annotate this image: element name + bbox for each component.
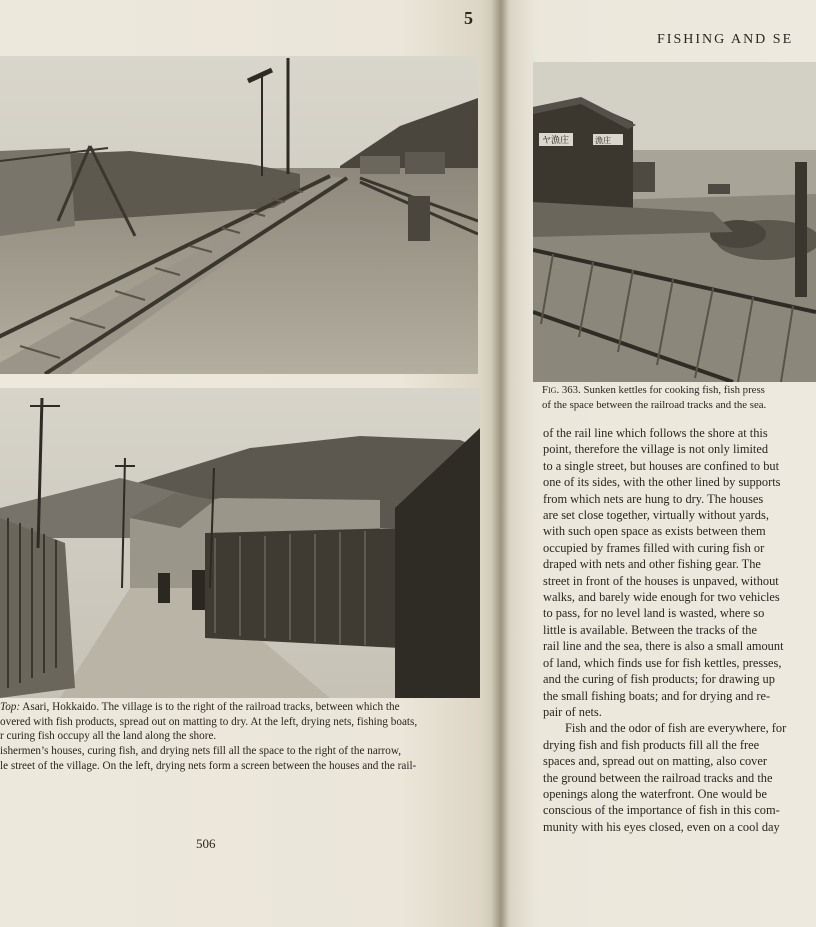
body-line: openings along the waterfront. One would be [543, 786, 768, 801]
body-line: from which nets are hung to dry. The houses [543, 491, 764, 506]
caption-line: ishermen’s houses, curing fish, and drying nets fill all the space to the right of the narrow, [0, 745, 401, 758]
body-line: rail line and the sea, there is also a small amount [543, 639, 784, 654]
left-photo-caption [0, 700, 486, 774]
body-line: spaces and, spread out on matting, also cover [543, 754, 767, 769]
body-line: point, therefore the village is not only limited [543, 442, 769, 457]
body-line: occupied by frames filled with curing fish or [543, 540, 765, 555]
body-line: of the rail line which follows the shore at this [543, 426, 768, 440]
body-line: to pass, for no level land is wasted, where so [543, 606, 765, 621]
caption-line-text: Asari, Hokkaido. The village is to the right of the railroad tracks, between which the [20, 701, 400, 713]
caption-line: of the space between the railroad tracks and the sea. [542, 399, 767, 411]
body-line: drying fish and fish products fill all the free [543, 737, 760, 752]
book-gutter [491, 0, 509, 927]
caption-line: overed with fish products, spread out on matting to dry. At the left, drying nets, fishing boats, [0, 715, 418, 728]
photo-village-street [0, 388, 480, 698]
caption-line: le street of the village. On the left, drying nets form a screen between the houses and the rail- [0, 759, 417, 772]
body-line: walks, and barely wide enough for two vehicles [543, 590, 780, 605]
photo-railroad-village [0, 56, 478, 374]
body-line: little is available. Between the tracks of the [543, 622, 758, 637]
running-head: FISHING AND SE [657, 32, 794, 47]
caption-line: r curing fish occupy all the land along the shore. [0, 730, 217, 743]
figure-label: Fig. 363. [542, 384, 581, 396]
body-line: the small fishing boats; and for drying and re- [543, 688, 771, 703]
shed-sign-b: 漁庄 [595, 136, 611, 145]
figure-caption [542, 383, 816, 413]
body-line: are set close together, virtually without yards, [543, 508, 769, 523]
caption-line [0, 700, 486, 715]
body-text [543, 425, 816, 835]
page-number: 506 [196, 836, 216, 851]
body-line: and the curing of fish products; for drawing up [543, 672, 775, 687]
body-line: munity with his eyes closed, even on a cool day [543, 819, 780, 834]
body-line: street in front of the houses is unpaved, without [543, 573, 779, 588]
caption-line [542, 383, 816, 398]
body-line: conscious of the importance of fish in this com- [543, 803, 780, 818]
body-line: Fish and the odor of fish are everywhere, for [565, 721, 787, 736]
shed-sign-a: ヤ漁庄 [542, 136, 570, 146]
body-line: of land, which finds use for fish kettles, presses, [543, 655, 782, 670]
body-line: one of its sides, with the other lined by supports [543, 475, 781, 490]
body-line: with such open space as exists between them [543, 524, 766, 539]
caption-lead: Top: [0, 701, 21, 713]
corner-mark: 5 [464, 8, 473, 28]
body-line: the ground between the railroad tracks and the [543, 770, 773, 785]
photo-fish-kettles [533, 62, 816, 382]
body-line: to a single street, but houses are confined to but [543, 458, 780, 473]
caption-line-text: Sunken kettles for cooking fish, fish press [580, 384, 765, 396]
body-line: pair of nets. [543, 704, 602, 719]
body-line: draped with nets and other fishing gear. The [543, 557, 761, 572]
